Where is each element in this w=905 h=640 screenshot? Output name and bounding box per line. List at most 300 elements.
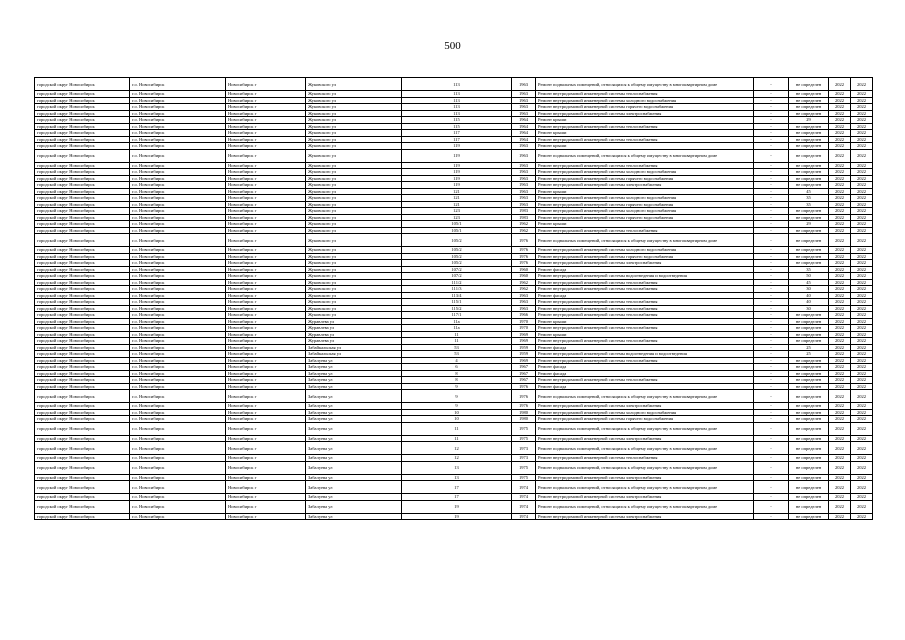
municipality-cell: городской округ Новосибирск: [35, 474, 130, 481]
settlement-cell: г.о. Новосибирск: [130, 234, 226, 247]
settlement-cell: г.о. Новосибирск: [130, 299, 226, 306]
cost-cell: не определен: [789, 130, 829, 137]
street-cell: Жуковского ул: [306, 214, 402, 221]
settlement-cell: г.о. Новосибирск: [130, 175, 226, 182]
dash-cell: -: [754, 227, 789, 234]
build-year-cell: 1959: [512, 344, 536, 351]
build-year-cell: 1976: [512, 247, 536, 254]
dash-cell: -: [754, 338, 789, 345]
dash-cell: -: [754, 318, 789, 325]
end-year-cell: 2022: [851, 97, 873, 104]
municipality-cell: городской округ Новосибирск: [35, 455, 130, 462]
start-year-cell: 2022: [829, 455, 851, 462]
city-cell: Новосибирск г: [226, 357, 306, 364]
cost-cell: не определен: [789, 91, 829, 98]
work-type-cell: Ремонт внутридомовой инженерной системы теплоснабжения: [536, 91, 754, 98]
cost-cell: 40: [789, 299, 829, 306]
house-number-cell: 107/2: [402, 266, 512, 273]
cost-cell: не определен: [789, 136, 829, 143]
work-type-cell: Ремонт внутридомовой инженерной системы горячего водоснабжения: [536, 214, 754, 221]
municipality-cell: городской округ Новосибирск: [35, 175, 130, 182]
dash-cell: -: [754, 234, 789, 247]
start-year-cell: 2022: [829, 78, 851, 91]
build-year-cell: 1963: [512, 195, 536, 202]
dash-cell: -: [754, 260, 789, 267]
street-cell: Забайкальская ул: [306, 351, 402, 358]
work-type-cell: Ремонт внутридомовой инженерной системы теплоснабжения: [536, 455, 754, 462]
street-cell: Жуковского ул: [306, 299, 402, 306]
cost-cell: не определен: [789, 312, 829, 319]
work-type-cell: Ремонт внутридомовой инженерной системы теплоснабжения: [536, 305, 754, 312]
city-cell: Новосибирск г: [226, 227, 306, 234]
end-year-cell: 2022: [851, 221, 873, 228]
settlement-cell: г.о. Новосибирск: [130, 494, 226, 501]
cost-cell: не определен: [789, 175, 829, 182]
work-type-cell: Ремонт внутридомовой инженерной системы горячего водоснабжения: [536, 416, 754, 423]
street-cell: Забалуева ул: [306, 513, 402, 520]
street-cell: Журавлева ул: [306, 331, 402, 338]
end-year-cell: 2022: [851, 357, 873, 364]
settlement-cell: г.о. Новосибирск: [130, 208, 226, 215]
house-number-cell: 8: [402, 370, 512, 377]
house-number-cell: 119: [402, 169, 512, 176]
municipality-cell: городской округ Новосибирск: [35, 390, 130, 403]
cost-cell: не определен: [789, 169, 829, 176]
end-year-cell: 2022: [851, 162, 873, 169]
build-year-cell: 1976: [512, 403, 536, 410]
street-cell: Жуковского ул: [306, 117, 402, 124]
work-type-cell: Ремонт внутридомовой инженерной системы электроснабжения: [536, 110, 754, 117]
cost-cell: не определен: [789, 260, 829, 267]
build-year-cell: 1963: [512, 292, 536, 299]
dash-cell: -: [754, 325, 789, 332]
dash-cell: -: [754, 409, 789, 416]
dash-cell: -: [754, 312, 789, 319]
end-year-cell: 2022: [851, 188, 873, 195]
municipality-cell: городской округ Новосибирск: [35, 370, 130, 377]
build-year-cell: 1960: [512, 266, 536, 273]
work-type-cell: Ремонт крыши: [536, 221, 754, 228]
house-number-cell: 11а: [402, 318, 512, 325]
street-cell: Забалуева ул: [306, 442, 402, 455]
build-year-cell: 1975: [512, 461, 536, 474]
dash-cell: -: [754, 344, 789, 351]
end-year-cell: 2022: [851, 338, 873, 345]
build-year-cell: 1980: [512, 409, 536, 416]
start-year-cell: 2022: [829, 416, 851, 423]
municipality-cell: городской округ Новосибирск: [35, 143, 130, 150]
cost-cell: не определен: [789, 331, 829, 338]
dash-cell: -: [754, 286, 789, 293]
work-type-cell: Ремонт крыши: [536, 331, 754, 338]
cost-cell: 35: [789, 195, 829, 202]
street-cell: Жуковского ул: [306, 227, 402, 234]
cost-cell: 35: [789, 201, 829, 208]
street-cell: Жуковского ул: [306, 91, 402, 98]
work-type-cell: Ремонт внутридомовой инженерной системы теплоснабжения: [536, 136, 754, 143]
city-cell: Новосибирск г: [226, 195, 306, 202]
municipality-cell: городской округ Новосибирск: [35, 318, 130, 325]
street-cell: Журавлева ул: [306, 338, 402, 345]
cost-cell: не определен: [789, 377, 829, 384]
settlement-cell: г.о. Новосибирск: [130, 130, 226, 137]
settlement-cell: г.о. Новосибирск: [130, 104, 226, 111]
end-year-cell: 2022: [851, 292, 873, 299]
build-year-cell: 1974: [512, 513, 536, 520]
street-cell: Забалуева ул: [306, 403, 402, 410]
dash-cell: -: [754, 104, 789, 111]
municipality-cell: городской округ Новосибирск: [35, 357, 130, 364]
settlement-cell: г.о. Новосибирск: [130, 149, 226, 162]
settlement-cell: г.о. Новосибирск: [130, 169, 226, 176]
street-cell: Забалуева ул: [306, 481, 402, 494]
end-year-cell: 2022: [851, 253, 873, 260]
municipality-cell: городской округ Новосибирск: [35, 325, 130, 332]
start-year-cell: 2022: [829, 390, 851, 403]
start-year-cell: 2022: [829, 279, 851, 286]
city-cell: Новосибирск г: [226, 97, 306, 104]
start-year-cell: 2022: [829, 104, 851, 111]
street-cell: Забалуева ул: [306, 390, 402, 403]
dash-cell: -: [754, 370, 789, 377]
start-year-cell: 2022: [829, 253, 851, 260]
municipality-cell: городской округ Новосибирск: [35, 169, 130, 176]
settlement-cell: г.о. Новосибирск: [130, 318, 226, 325]
build-year-cell: 1973: [512, 442, 536, 455]
table-row: [35, 442, 873, 455]
house-number-cell: 11а: [402, 325, 512, 332]
street-cell: Журавлева ул: [306, 318, 402, 325]
city-cell: Новосибирск г: [226, 455, 306, 462]
work-type-cell: Ремонт крыши: [536, 117, 754, 124]
build-year-cell: 1975: [512, 474, 536, 481]
start-year-cell: 2022: [829, 162, 851, 169]
city-cell: Новосибирск г: [226, 409, 306, 416]
cost-cell: не определен: [789, 234, 829, 247]
settlement-cell: г.о. Новосибирск: [130, 279, 226, 286]
dash-cell: -: [754, 279, 789, 286]
city-cell: Новосибирск г: [226, 130, 306, 137]
cost-cell: не определен: [789, 104, 829, 111]
city-cell: Новосибирск г: [226, 299, 306, 306]
end-year-cell: 2022: [851, 208, 873, 215]
start-year-cell: 2022: [829, 195, 851, 202]
city-cell: Новосибирск г: [226, 338, 306, 345]
settlement-cell: г.о. Новосибирск: [130, 117, 226, 124]
settlement-cell: г.о. Новосибирск: [130, 422, 226, 435]
cost-cell: не определен: [789, 214, 829, 221]
dash-cell: -: [754, 292, 789, 299]
start-year-cell: 2022: [829, 331, 851, 338]
street-cell: Жуковского ул: [306, 247, 402, 254]
end-year-cell: 2022: [851, 149, 873, 162]
table-row: [35, 500, 873, 513]
cost-cell: не определен: [789, 149, 829, 162]
work-type-cell: Ремонт подвальных помещений, относящихся к общему имуществу в многоквартирном доме: [536, 481, 754, 494]
city-cell: Новосибирск г: [226, 188, 306, 195]
municipality-cell: городской округ Новосибирск: [35, 364, 130, 371]
build-year-cell: 1976: [512, 383, 536, 390]
end-year-cell: 2022: [851, 175, 873, 182]
build-year-cell: 1964: [512, 123, 536, 130]
house-number-cell: 105/2: [402, 253, 512, 260]
work-type-cell: Ремонт крыши: [536, 318, 754, 325]
city-cell: Новосибирск г: [226, 344, 306, 351]
start-year-cell: 2022: [829, 286, 851, 293]
end-year-cell: 2022: [851, 513, 873, 520]
end-year-cell: 2022: [851, 474, 873, 481]
settlement-cell: г.о. Новосибирск: [130, 364, 226, 371]
cost-cell: не определен: [789, 481, 829, 494]
street-cell: Жуковского ул: [306, 175, 402, 182]
cost-cell: не определен: [789, 364, 829, 371]
cost-cell: 45: [789, 188, 829, 195]
municipality-cell: городской округ Новосибирск: [35, 513, 130, 520]
cost-cell: не определен: [789, 461, 829, 474]
dash-cell: -: [754, 461, 789, 474]
house-number-cell: 11: [402, 422, 512, 435]
street-cell: Забалуева ул: [306, 370, 402, 377]
city-cell: Новосибирск г: [226, 364, 306, 371]
city-cell: Новосибирск г: [226, 104, 306, 111]
start-year-cell: 2022: [829, 305, 851, 312]
municipality-cell: городской округ Новосибирск: [35, 481, 130, 494]
settlement-cell: г.о. Новосибирск: [130, 500, 226, 513]
municipality-cell: городской округ Новосибирск: [35, 377, 130, 384]
municipality-cell: городской округ Новосибирск: [35, 227, 130, 234]
settlement-cell: г.о. Новосибирск: [130, 273, 226, 280]
work-type-cell: Ремонт внутридомовой инженерной системы холодного водоснабжения: [536, 247, 754, 254]
work-type-cell: Ремонт внутридомовой инженерной системы горячего водоснабжения: [536, 175, 754, 182]
end-year-cell: 2022: [851, 286, 873, 293]
house-number-cell: 111/2: [402, 279, 512, 286]
build-year-cell: 1967: [512, 377, 536, 384]
municipality-cell: городской округ Новосибирск: [35, 78, 130, 91]
work-type-cell: Ремонт внутридомовой инженерной системы теплоснабжения: [536, 162, 754, 169]
start-year-cell: 2022: [829, 208, 851, 215]
start-year-cell: 2022: [829, 136, 851, 143]
street-cell: Жуковского ул: [306, 182, 402, 189]
start-year-cell: 2022: [829, 435, 851, 442]
house-number-cell: 105/2: [402, 234, 512, 247]
dash-cell: -: [754, 474, 789, 481]
cost-cell: не определен: [789, 227, 829, 234]
build-year-cell: 1960: [512, 273, 536, 280]
settlement-cell: г.о. Новосибирск: [130, 188, 226, 195]
street-cell: Жуковского ул: [306, 208, 402, 215]
city-cell: Новосибирск г: [226, 286, 306, 293]
start-year-cell: 2022: [829, 221, 851, 228]
end-year-cell: 2022: [851, 370, 873, 377]
end-year-cell: 2022: [851, 227, 873, 234]
settlement-cell: г.о. Новосибирск: [130, 481, 226, 494]
end-year-cell: 2022: [851, 201, 873, 208]
dash-cell: -: [754, 97, 789, 104]
dash-cell: -: [754, 513, 789, 520]
municipality-cell: городской округ Новосибирск: [35, 195, 130, 202]
municipality-cell: городской округ Новосибирск: [35, 286, 130, 293]
start-year-cell: 2022: [829, 175, 851, 182]
dash-cell: -: [754, 351, 789, 358]
cost-cell: не определен: [789, 253, 829, 260]
city-cell: Новосибирск г: [226, 494, 306, 501]
municipality-cell: городской округ Новосибирск: [35, 292, 130, 299]
settlement-cell: г.о. Новосибирск: [130, 292, 226, 299]
municipality-cell: городской округ Новосибирск: [35, 273, 130, 280]
house-number-cell: 119: [402, 175, 512, 182]
table-row: [35, 390, 873, 403]
end-year-cell: 2022: [851, 91, 873, 98]
end-year-cell: 2022: [851, 117, 873, 124]
settlement-cell: г.о. Новосибирск: [130, 513, 226, 520]
start-year-cell: 2022: [829, 214, 851, 221]
municipality-cell: городской округ Новосибирск: [35, 123, 130, 130]
start-year-cell: 2022: [829, 338, 851, 345]
settlement-cell: г.о. Новосибирск: [130, 377, 226, 384]
house-number-cell: 9: [402, 383, 512, 390]
settlement-cell: г.о. Новосибирск: [130, 201, 226, 208]
house-number-cell: 113: [402, 97, 512, 104]
cost-cell: 50: [789, 273, 829, 280]
work-type-cell: Ремонт внутридомовой инженерной системы теплоснабжения: [536, 338, 754, 345]
end-year-cell: 2022: [851, 435, 873, 442]
start-year-cell: 2022: [829, 117, 851, 124]
city-cell: Новосибирск г: [226, 182, 306, 189]
cost-cell: не определен: [789, 357, 829, 364]
dash-cell: -: [754, 130, 789, 137]
dash-cell: -: [754, 175, 789, 182]
city-cell: Новосибирск г: [226, 175, 306, 182]
municipality-cell: городской округ Новосибирск: [35, 221, 130, 228]
build-year-cell: 1964: [512, 136, 536, 143]
street-cell: Забалуева ул: [306, 357, 402, 364]
work-type-cell: Ремонт подвальных помещений, относящихся к общему имуществу в многоквартирном доме: [536, 461, 754, 474]
house-number-cell: 11: [402, 338, 512, 345]
start-year-cell: 2022: [829, 325, 851, 332]
municipality-cell: городской округ Новосибирск: [35, 91, 130, 98]
work-type-cell: Ремонт подвальных помещений, относящихся к общему имуществу в многоквартирном доме: [536, 500, 754, 513]
municipality-cell: городской округ Новосибирск: [35, 104, 130, 111]
end-year-cell: 2022: [851, 325, 873, 332]
municipality-cell: городской округ Новосибирск: [35, 344, 130, 351]
dash-cell: -: [754, 331, 789, 338]
work-type-cell: Ремонт фасада: [536, 370, 754, 377]
start-year-cell: 2022: [829, 110, 851, 117]
table-row: [35, 481, 873, 494]
dash-cell: -: [754, 201, 789, 208]
municipality-cell: городской округ Новосибирск: [35, 312, 130, 319]
house-number-cell: 105/2: [402, 260, 512, 267]
build-year-cell: 1963: [512, 143, 536, 150]
dash-cell: -: [754, 377, 789, 384]
dash-cell: -: [754, 169, 789, 176]
build-year-cell: 1976: [512, 253, 536, 260]
municipality-cell: городской округ Новосибирск: [35, 247, 130, 254]
dash-cell: -: [754, 403, 789, 410]
cost-cell: не определен: [789, 474, 829, 481]
house-number-cell: 113: [402, 110, 512, 117]
settlement-cell: г.о. Новосибирск: [130, 344, 226, 351]
house-number-cell: 12: [402, 442, 512, 455]
dash-cell: -: [754, 117, 789, 124]
house-number-cell: 107/2: [402, 273, 512, 280]
municipality-cell: городской округ Новосибирск: [35, 214, 130, 221]
house-number-cell: 115: [402, 117, 512, 124]
dash-cell: -: [754, 214, 789, 221]
house-number-cell: 105/2: [402, 247, 512, 254]
municipality-cell: городской округ Новосибирск: [35, 266, 130, 273]
cost-cell: не определен: [789, 442, 829, 455]
end-year-cell: 2022: [851, 481, 873, 494]
build-year-cell: 1963: [512, 182, 536, 189]
dash-cell: -: [754, 500, 789, 513]
city-cell: Новосибирск г: [226, 325, 306, 332]
end-year-cell: 2022: [851, 260, 873, 267]
table-row: [35, 461, 873, 474]
cost-cell: 25: [789, 351, 829, 358]
municipality-cell: городской округ Новосибирск: [35, 97, 130, 104]
municipality-cell: городской округ Новосибирск: [35, 331, 130, 338]
end-year-cell: 2022: [851, 279, 873, 286]
settlement-cell: г.о. Новосибирск: [130, 182, 226, 189]
build-year-cell: 1975: [512, 422, 536, 435]
street-cell: Забалуева ул: [306, 422, 402, 435]
dash-cell: -: [754, 266, 789, 273]
start-year-cell: 2022: [829, 201, 851, 208]
street-cell: Забалуева ул: [306, 474, 402, 481]
table-row: [35, 234, 873, 247]
build-year-cell: 1983: [512, 214, 536, 221]
municipality-cell: городской округ Новосибирск: [35, 117, 130, 124]
dash-cell: -: [754, 299, 789, 306]
settlement-cell: г.о. Новосибирск: [130, 409, 226, 416]
municipality-cell: городской округ Новосибирск: [35, 162, 130, 169]
city-cell: Новосибирск г: [226, 266, 306, 273]
municipality-cell: городской округ Новосибирск: [35, 416, 130, 423]
build-year-cell: 1966: [512, 312, 536, 319]
house-number-cell: 117: [402, 130, 512, 137]
municipality-cell: городской округ Новосибирск: [35, 253, 130, 260]
municipality-cell: городской округ Новосибирск: [35, 279, 130, 286]
city-cell: Новосибирск г: [226, 221, 306, 228]
street-cell: Жуковского ул: [306, 253, 402, 260]
end-year-cell: 2022: [851, 318, 873, 325]
build-year-cell: 1962: [512, 286, 536, 293]
end-year-cell: 2022: [851, 455, 873, 462]
settlement-cell: г.о. Новосибирск: [130, 370, 226, 377]
build-year-cell: 1963: [512, 162, 536, 169]
start-year-cell: 2022: [829, 312, 851, 319]
cost-cell: не определен: [789, 435, 829, 442]
cost-cell: не определен: [789, 247, 829, 254]
end-year-cell: 2022: [851, 273, 873, 280]
cost-cell: 29: [789, 221, 829, 228]
street-cell: Жуковского ул: [306, 136, 402, 143]
work-type-cell: Ремонт внутридомовой инженерной системы теплоснабжения: [536, 299, 754, 306]
cost-cell: 35: [789, 266, 829, 273]
end-year-cell: 2022: [851, 383, 873, 390]
end-year-cell: 2022: [851, 409, 873, 416]
dash-cell: -: [754, 364, 789, 371]
work-type-cell: Ремонт внутридомовой инженерной системы теплоснабжения: [536, 227, 754, 234]
work-type-cell: Ремонт подвальных помещений, относящихся к общему имуществу в многоквартирном доме: [536, 234, 754, 247]
end-year-cell: 2022: [851, 403, 873, 410]
dash-cell: -: [754, 195, 789, 202]
house-number-cell: 6: [402, 364, 512, 371]
build-year-cell: 1970: [512, 318, 536, 325]
cost-cell: не определен: [789, 325, 829, 332]
work-type-cell: Ремонт внутридомовой инженерной системы теплоснабжения: [536, 279, 754, 286]
